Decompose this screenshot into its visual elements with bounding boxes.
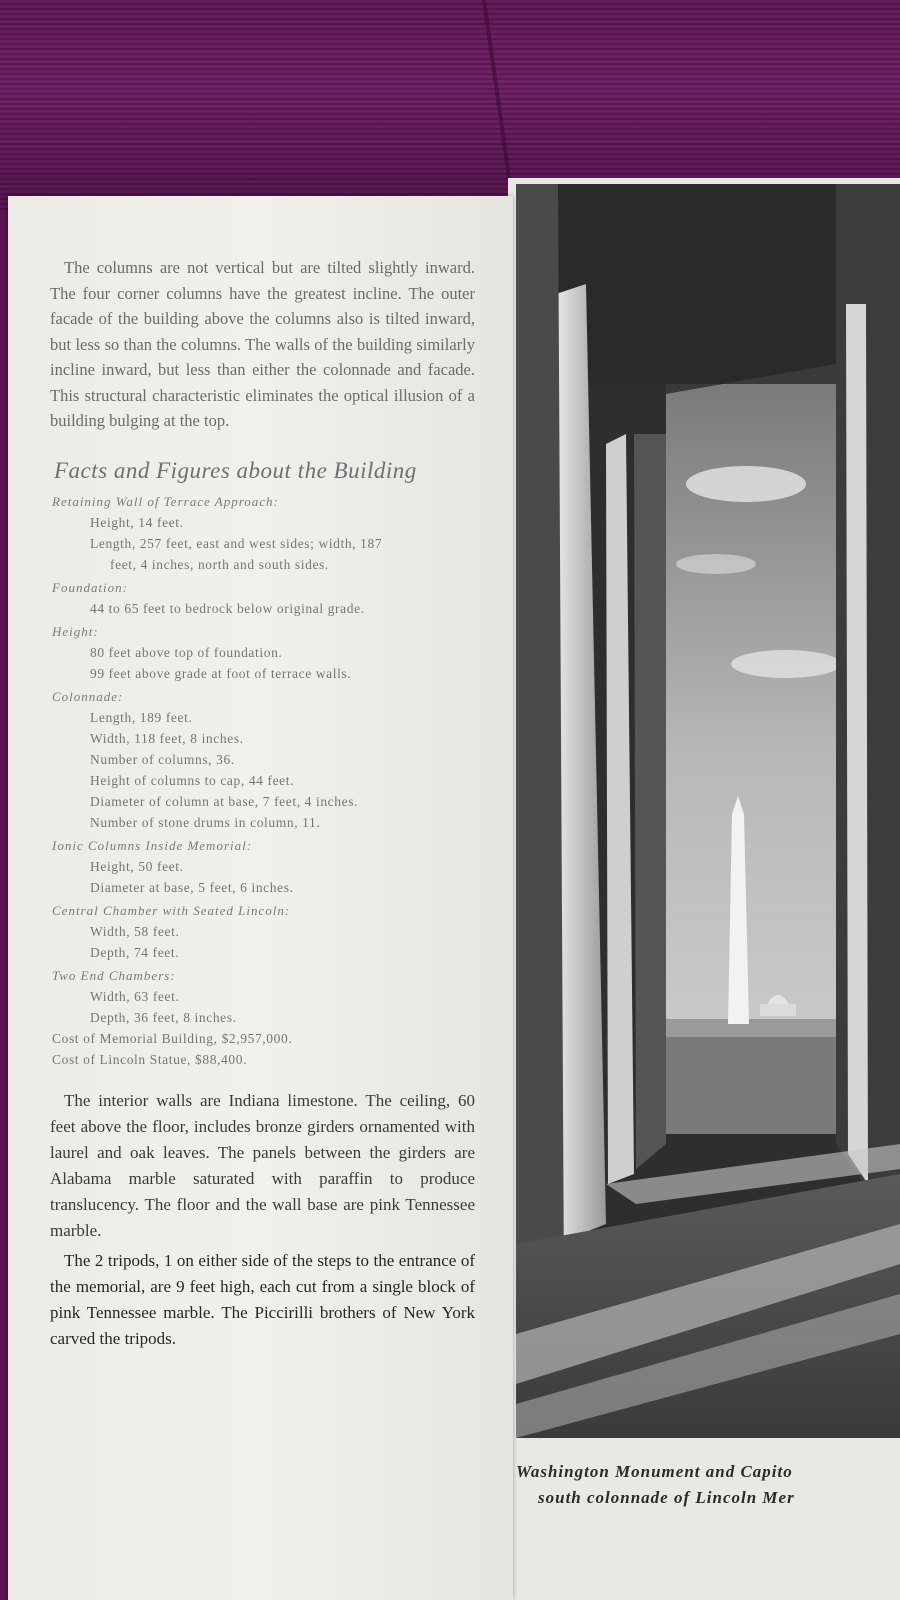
section-heading: Facts and Figures about the Building xyxy=(54,457,417,483)
fact-title-height: Height: xyxy=(52,623,99,639)
intro-paragraph: The columns are not vertical but are tilted slightly inward. The four corner columns have the greatest incline. The outer facade of the building above the columns also is tilted inward, but less so than the columns. The walls of the building similarly incline inward, but less than either the colonnade and facade. This structural characteristic eliminates the optical illusion of a building bulging at the top. xyxy=(50,258,475,430)
photo-caption xyxy=(516,1462,900,1508)
fact-line: Width, 58 feet. xyxy=(90,923,180,939)
fact-title-ionic-columns: Ionic Columns Inside Memorial: xyxy=(52,837,253,853)
fact-line: 99 feet above grade at foot of terrace walls. xyxy=(90,665,352,681)
fact-title-retaining-wall: Retaining Wall of Terrace Approach: xyxy=(52,493,279,509)
fact-line: Width, 118 feet, 8 inches. xyxy=(90,730,244,746)
fact-line: Diameter at base, 5 feet, 6 inches. xyxy=(90,879,294,895)
interior-paragraph: The interior walls are Indiana limestone. The ceiling, 60 feet above the floor, includes bronze girders ornamented with laurel and oak leaves. The panels between the girders are Alabama marble saturated with paraffin to produce translucency. The floor and the wall base are pink Tennessee marble. xyxy=(50,1090,475,1240)
fact-line: Height of columns to cap, 44 feet. xyxy=(90,772,295,788)
fact-line: Number of columns, 36. xyxy=(90,751,235,767)
fact-title-colonnade: Colonnade: xyxy=(52,688,124,704)
fact-line: Number of stone drums in column, 11. xyxy=(90,814,321,830)
column xyxy=(836,184,900,1234)
fact-line: Diameter of column at base, 7 feet, 4 inches. xyxy=(90,793,359,809)
column xyxy=(634,434,666,1169)
column xyxy=(846,304,868,1184)
fact-line: 80 feet above top of foundation. xyxy=(90,644,283,660)
fact-cost-building: Cost of Memorial Building, $2,957,000. xyxy=(52,1030,293,1046)
caption-line-2: south colonnade of Lincoln Mer xyxy=(538,1488,795,1507)
colonnade-photo xyxy=(516,184,900,1438)
fact-line: Length, 189 feet. xyxy=(90,709,193,725)
fact-line: Length, 257 feet, east and west sides; width, 187 xyxy=(90,535,383,551)
fact-line: Height, 14 feet. xyxy=(90,514,184,530)
fact-cost-statue: Cost of Lincoln Statue, $88,400. xyxy=(52,1051,248,1067)
fact-line: Height, 50 feet. xyxy=(90,858,184,874)
fact-title-end-chambers: Two End Chambers: xyxy=(52,967,176,983)
facts-list xyxy=(52,494,475,1070)
fact-title-central-chamber: Central Chamber with Seated Lincoln: xyxy=(52,902,291,918)
fact-line: Depth, 74 feet. xyxy=(90,944,180,960)
fact-line: feet, 4 inches, north and south sides. xyxy=(110,556,329,572)
fact-title-foundation: Foundation: xyxy=(52,579,128,595)
column xyxy=(516,184,564,1294)
colonnade-photo-illustration xyxy=(516,184,900,1438)
fact-line: Width, 63 feet. xyxy=(90,988,180,1004)
text-column xyxy=(50,255,475,1352)
caption-line-1: Washington Monument and Capito xyxy=(516,1462,793,1481)
fact-line: Depth, 36 feet, 8 inches. xyxy=(90,1009,237,1025)
fact-line: 44 to 65 feet to bedrock below original grade. xyxy=(90,600,365,616)
tripods-paragraph: The 2 tripods, 1 on either side of the steps to the entrance of the memorial, are 9 feet high, each cut from a single block of pink Tennessee marble. The Piccirilli brothers of New York carved the tripods. xyxy=(50,1250,475,1348)
